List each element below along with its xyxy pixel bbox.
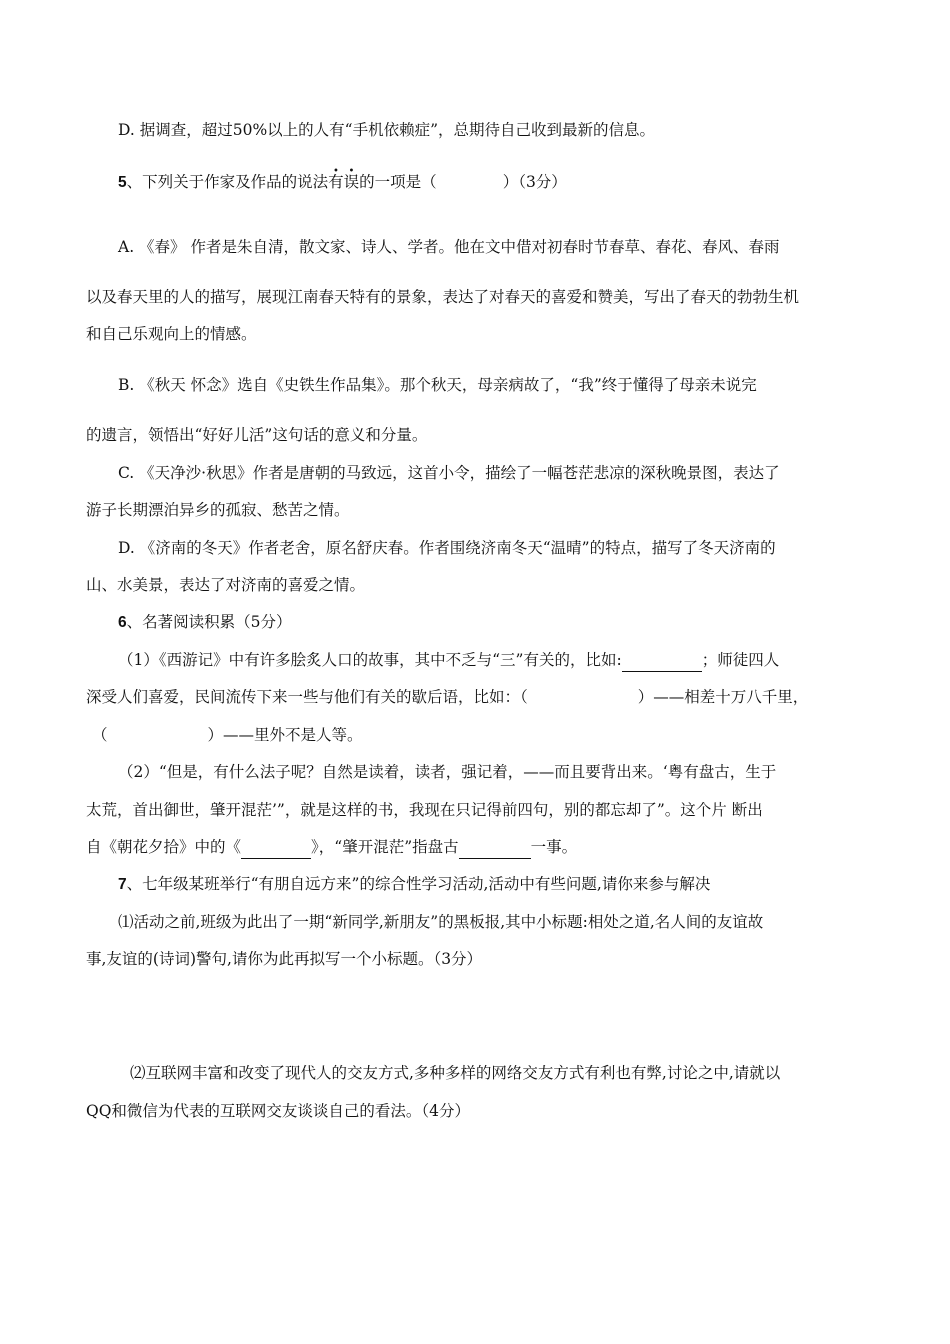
question-score: ）（3分） xyxy=(502,173,567,191)
question-text: ；师徒四人 xyxy=(701,651,780,669)
emphasis-char: 有 xyxy=(328,173,344,191)
question-5 xyxy=(118,171,567,194)
question-text: ）——相差十万八千里， xyxy=(637,688,809,706)
question-6-line2 xyxy=(86,686,808,708)
emphasis-char: 误 xyxy=(343,173,360,191)
question-text: ）——里外不是人等。 xyxy=(207,726,363,744)
question-6-part2-line1: （2）“但是，有什么法子呢？自然是读着，读者，强记着，——而且要背出来。‘粤有盘古，生于 xyxy=(118,763,777,781)
question-text: 自《朝花夕拾》中的《 xyxy=(86,838,242,856)
question-text: 深受人们喜爱，民间流传下来一些与他们有关的歇后语，比如：（ xyxy=(86,688,528,706)
question-6-part1 xyxy=(118,649,779,672)
question-number: 6 xyxy=(118,614,127,631)
question-text: 、七年级某班举行“有朋自远方来”的综合性学习活动,活动中有些问题,请你来参与解决 xyxy=(126,875,711,893)
question-7-part2-line1: ⑵互联网丰富和改变了现代人的交友方式,多种多样的网络交友方式有利也有弊,讨论之中,请就以 xyxy=(130,1064,781,1082)
question-7-part1-line1: ⑴活动之前,班级为此出了一期“新同学,新朋友”的黑板报,其中小标题:相处之道,名人间的友谊故 xyxy=(118,913,764,931)
question-7 xyxy=(118,873,710,896)
answer-blank[interactable] xyxy=(622,649,702,672)
question-6-part2-line2: 太荒，首出御世，肇开混茫’”，就是这样的书，我现在只记得前四句，别的都忘却了”。这个片 断出 xyxy=(86,801,763,819)
question-number: 5 xyxy=(118,174,127,191)
answer-blank[interactable] xyxy=(241,836,311,859)
option-a-line1: A. 《春》 作者是朱自清，散文家、诗人、学者。他在文中借对初春时节春草、春花、春风、春雨 xyxy=(118,238,780,256)
question-6 xyxy=(118,611,292,634)
option-d-line: D. 据调查，超过50%以上的人有“手机依赖症”，总期待自己收到最新的信息。 xyxy=(118,121,656,139)
option-c-line2: 游子长期漂泊异乡的孤寂、愁苦之情。 xyxy=(86,501,350,519)
option-c-line1: C. 《天净沙·秋思》作者是唐朝的马致远，这首小令，描绘了一幅苍茫悲凉的深秋晚景图，表达了 xyxy=(118,464,780,482)
question-7-part1-line2: 事,友谊的(诗词)警句,请你为此再拟写一个小标题。（3分） xyxy=(86,950,483,968)
question-text: 、下列关于作家及作品的说法 xyxy=(126,173,329,191)
option-b-line2: 的遗言，领悟出“好好儿活”这句话的意义和分量。 xyxy=(86,426,428,444)
question-text: （1）《西游记》中有许多脍炙人口的故事，其中不乏与“三”有关的，比如: xyxy=(118,651,622,669)
question-text: 、名著阅读积累（5分） xyxy=(126,613,292,631)
option-dd-line2: 山、水美景，表达了对济南的喜爱之情。 xyxy=(86,576,366,594)
question-6-line3 xyxy=(92,724,363,746)
question-text: 》，“肇开混茫”指盘古 xyxy=(311,838,459,856)
question-text: 的一项是（ xyxy=(359,173,437,191)
question-text: 一事。 xyxy=(530,838,578,856)
question-6-part2-line3 xyxy=(86,836,577,859)
question-number: 7 xyxy=(118,876,127,893)
option-dd-line1: D. 《济南的冬天》作者老舍，原名舒庆春。作者围绕济南冬天“温晴”的特点，描写了冬天济南的 xyxy=(118,539,776,557)
answer-blank[interactable] xyxy=(459,836,531,859)
option-b-line1: B. 《秋天 怀念》选自《史铁生作品集》。那个秋天，母亲病故了，“我”终于懂得了母亲未说完 xyxy=(118,376,757,394)
option-a-line3: 和自己乐观向上的情感。 xyxy=(86,325,257,343)
option-a-line2: 以及春天里的人的描写，展现江南春天特有的景象，表达了对春天的喜爱和赞美，写出了春天的勃勃生机 xyxy=(86,288,800,306)
question-text: （ xyxy=(92,726,108,744)
question-7-part2-line2: QQ和微信为代表的互联网交友谈谈自己的看法。（4分） xyxy=(86,1102,471,1120)
